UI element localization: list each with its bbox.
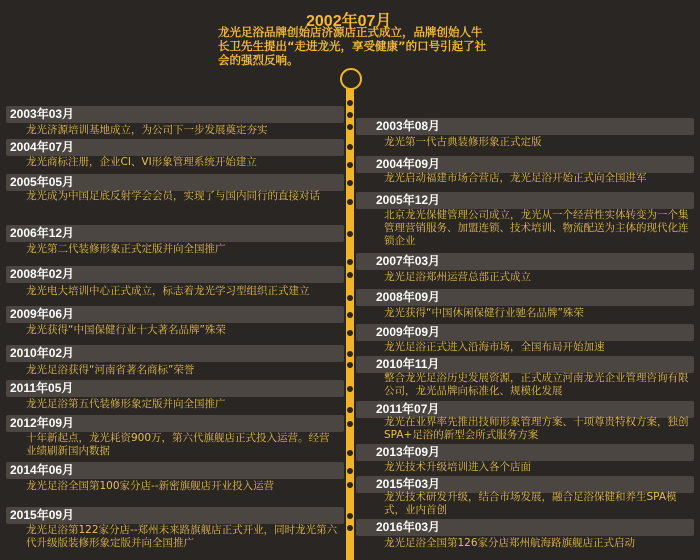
left-entry-date: 2009年06月: [10, 307, 75, 321]
left-entry-text: 龙光获得“中国保健行业十大著名品牌”殊荣: [26, 324, 226, 336]
right-entry-text: 龙光足浴全国第126家分店郑州航海路旗舰店正式启动: [384, 537, 636, 549]
timeline-tick: [347, 100, 353, 106]
right-entry-date-box: [356, 519, 694, 536]
left-entry-date-box: [6, 380, 344, 397]
right-entry-date: 2010年11月: [376, 357, 440, 371]
timeline-tick: [347, 450, 353, 456]
left-entry-date-box: [6, 306, 344, 323]
left-entry-text: 龙光足浴第122家分店--郑州未来路旗舰店正式开业，同时龙光第六代升级版装修形象定版并向全国推广: [26, 524, 338, 549]
top-description: 龙光足浴品牌创始店济源店正式成立，品牌创始人牛长卫先生提出“走进龙光，享受健康”的口号引起了社会的强烈反响。: [218, 25, 487, 67]
right-entry-text: 北京龙光保健管理公司成立，龙光从一个经营性实体转变为一个集管理营销服务、加盟连锁、技术培训、物流配送为主体的现代化连锁企业: [384, 209, 689, 247]
timeline-tick: [347, 421, 353, 427]
timeline-tick: [347, 468, 353, 474]
left-entry-text: 龙光足浴第五代装修形象定版并向全国推广: [26, 398, 226, 410]
timeline-tick: [347, 259, 353, 265]
right-entry-date: 2011年07月: [376, 402, 440, 416]
timeline-tick: [347, 272, 353, 278]
right-entry-text: 龙光技术升级培训进入各个店面: [384, 461, 531, 473]
left-entry-text: 十年新起点，龙光耗资900万，第六代旗舰店正式投入运营。经营业绩刷新国内数据: [26, 432, 330, 457]
right-entry-date: 2005年12月: [376, 193, 441, 207]
timeline-tick: [347, 180, 353, 186]
right-entry-date: 2015年03月: [376, 477, 441, 491]
right-entry-date-box: [356, 192, 694, 209]
left-entry-date: 2005年05月: [10, 175, 75, 189]
right-entry-date-box: [356, 289, 694, 306]
right-entry-date-box: [356, 444, 694, 461]
timeline-tick: [347, 231, 353, 237]
timeline-tick: [347, 295, 353, 301]
right-entry-text: 龙光足浴郑州运营总部正式成立: [384, 271, 531, 283]
right-entry-date: 2008年09月: [376, 290, 441, 304]
right-entry-date: 2016年03月: [376, 520, 441, 534]
left-entry-text: 龙光电大培训中心正式成立，标志着龙光学习型组织正式建立: [26, 285, 310, 297]
left-entry-date: 2006年12月: [10, 226, 75, 240]
timeline-tick: [347, 525, 353, 531]
left-entry-date: 2008年02月: [10, 267, 75, 281]
right-entry-date-box: [356, 253, 694, 270]
left-entry-text: 龙光济源培训基地成立，为公司下一步发展奠定夯实: [26, 124, 268, 136]
timeline-tick: [347, 351, 353, 357]
right-entry-text: 龙光启动福建市场合营店，龙光足浴开始正式向全国进军: [384, 172, 647, 184]
top-year: 2002年07月: [306, 13, 392, 30]
right-entry-text: 整合龙光足浴历史发展资源，正式成立河南龙光企业管理咨询有限公司，龙光品牌向标准化、规模化发展: [384, 372, 689, 397]
left-entry-text: 龙光足浴获得“河南省著名商标”荣誉: [26, 364, 195, 376]
left-entry-date-box: [6, 139, 344, 156]
left-entry-date: 2003年03月: [10, 107, 75, 121]
timeline-spine: [346, 82, 354, 560]
right-entry-date: 2004年09月: [376, 157, 441, 171]
right-entry-date-box: [356, 118, 694, 135]
left-entry-date-box: [6, 462, 344, 479]
left-entry-date-box: [6, 415, 344, 432]
left-entry-date-box: [6, 507, 344, 524]
left-entry-date-box: [6, 345, 344, 362]
left-entry-text: 龙光第二代装修形象正式定版并向全国推广: [26, 243, 226, 255]
right-entry-text: 龙光足浴正式进入沿海市场，全国布局开始加速: [384, 341, 605, 353]
timeline-tick: [347, 362, 353, 368]
timeline-tick: [347, 162, 353, 168]
right-entry-text: 龙光第一代古典装修形象正式定版: [384, 136, 542, 148]
left-entry-text: 龙光足浴全国第100家分店--新密旗舰店开业投入运营: [26, 480, 275, 492]
left-entry-text: 龙光成为中国足底反射学会会员，实现了与国内同行的直接对话: [26, 190, 320, 202]
timeline-start-dot: [340, 68, 362, 90]
timeline-tick: [347, 513, 353, 519]
left-entry-date: 2014年06月: [10, 463, 75, 477]
right-entry-text: 龙光在业界率先推出技师形象管理方案、十项尊贵特权方案，独创SPA+足浴的新型会所式服务方案: [384, 416, 689, 441]
left-entry-date-box: [6, 225, 344, 242]
left-entry-date: 2010年02月: [10, 346, 75, 360]
timeline-tick: [347, 482, 353, 488]
left-entry-date: 2004年07月: [10, 140, 75, 154]
left-entry-date: 2012年09月: [10, 416, 75, 430]
left-entry-date: 2011年05月: [10, 381, 74, 395]
timeline-tick: [347, 144, 353, 150]
timeline-tick: [347, 330, 353, 336]
right-entry-date-box: [356, 156, 694, 173]
timeline-tick: [347, 124, 353, 130]
left-entry-date-box: [6, 106, 344, 123]
timeline-tick: [347, 199, 353, 205]
left-entry-date: 2015年09月: [10, 508, 75, 522]
left-entry-text: 龙光商标注册，企业CI、VI形象管理系统开始建立: [26, 156, 257, 168]
timeline-tick: [347, 407, 353, 413]
right-entry-date-box: [356, 356, 694, 373]
right-entry-text: 龙光获得“中国休闲保健行业驰名品牌”殊荣: [384, 307, 584, 319]
right-entry-date: 2009年09月: [376, 325, 441, 339]
right-entry-date: 2013年09月: [376, 445, 441, 459]
left-entry-date-box: [6, 174, 344, 191]
left-entry-date-box: [6, 266, 344, 283]
right-entry-date: 2007年03月: [376, 254, 441, 268]
right-entry-date: 2003年08月: [376, 119, 441, 133]
timeline-tick: [347, 312, 353, 318]
timeline-tick: [347, 386, 353, 392]
right-entry-date-box: [356, 324, 694, 341]
right-entry-text: 龙光技术研发升级，结合市场发展，融合足浴保健和养生SPA模式，业内首创: [384, 491, 677, 516]
timeline-tick: [347, 112, 353, 118]
